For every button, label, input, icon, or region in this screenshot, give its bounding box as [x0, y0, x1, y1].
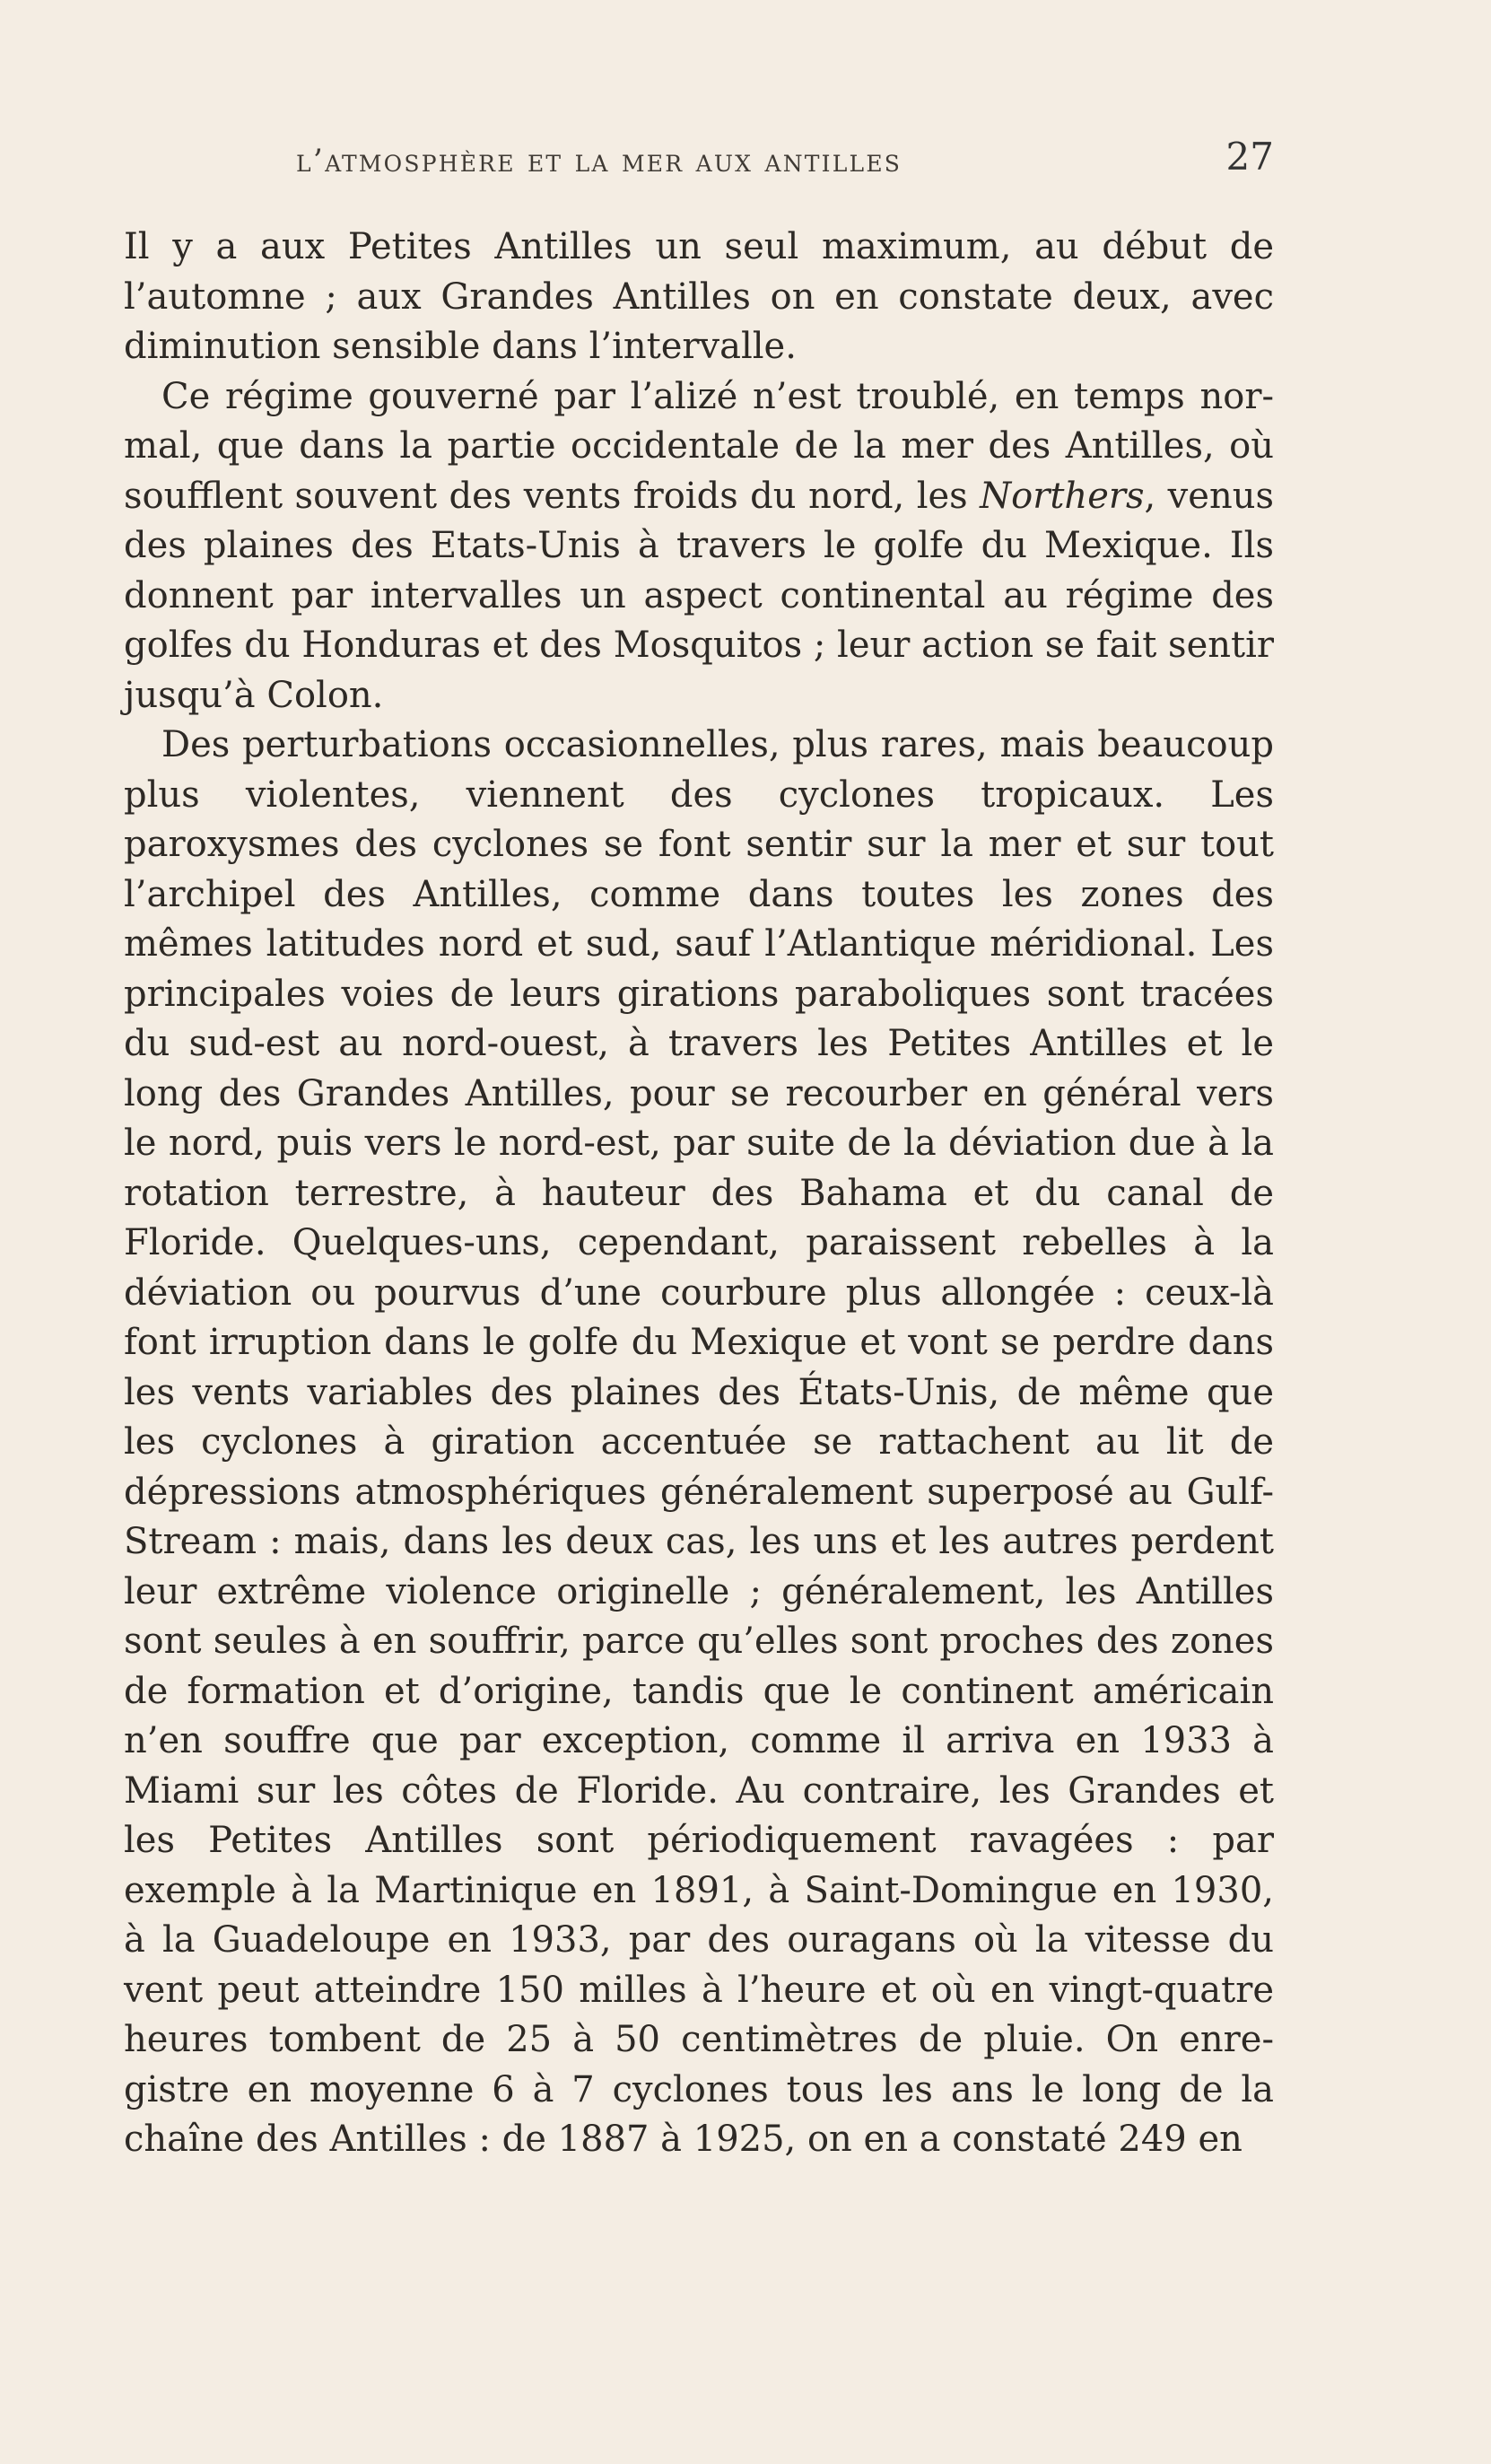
paragraph-2-before: Ce régime gouverné par l’alizé n’est troublé, en temps normal, que dans la partie occidentale de la mer des Antilles, où soufflent souvent des vents froids du nord, les [124, 375, 1274, 517]
paragraph-2-after: , venus des plaines des Etats-Unis à travers le golfe du Mexique. Ils donnent par intervalles un aspect continental au régime des golfes du Honduras et des Mosquitos ; leur action se fait sentir jusqu’à Colon. [124, 475, 1274, 716]
northers-term: Northers [980, 475, 1145, 517]
running-head [124, 135, 1274, 188]
paragraph-3: Des perturbations occasionnelles, plus rares, mais beaucoup plus violentes, viennent des cyclones tropicaux. Les paroxysmes des cyclones se font sentir sur la mer et sur tout l’archipel des Antilles, comme dans toutes les zones des mêmes latitudes nord et sud, sauf l’Atlantique méridional. Les principales voies de leurs girations paraboliques sont tracées du sud-est au nord-ouest, à travers les Petites Antilles et le long des Grandes Antilles, pour se recourber en général vers le nord, puis vers le nord-est, par suite de la déviation due à la rotation terrestre, à hauteur des Bahama et du canal de Floride. Quelques-uns, cependant, paraissent rebelles à la déviation ou pourvus d’une courbure plus allongée : ceux-là font irruption dans le golfe du Mexique et vont se perdre dans les vents variables des plaines des États-Unis, de même que les cyclones à giration accentuée se rattachent au lit de dépressions atmosphériques généralement superposé au Gulf-Stream : mais, dans les deux cas, les uns et les autres perdent leur extrême violence originelle ; généralement, les Antilles sont seules à en souffrir, parce qu’elles sont proches des zones de formation et d’origine, tandis que le continent américain n’en souffre que par exception, comme il arriva en 1933 à Miami sur les côtes de Floride. Au contraire, les Grandes et les Petites Antilles sont périodiquement ravagées : par exemple à la Martinique en 1891, à Saint-Domingue en 1930, à la Guadeloupe en 1933, par des ouragans où la vitesse du vent peut atteindre 150 milles à l’heure et où en vingt-quatre heures tombent de 25 à 50 centimètres de pluie. On enregistre en moyenne 6 à 7 cyclones tous les ans le long de la chaîne des Antilles : de 1887 à 1925, on en a constaté 249 en [124, 724, 1274, 2160]
paragraph-1: Il y a aux Petites Antilles un seul maximum, au début de l’automne ; aux Grandes Antilles on en constate deux, avec diminution sensible dans l’intervalle. [124, 226, 1274, 367]
page-number: 27 [1225, 135, 1274, 179]
body-text [124, 223, 1274, 2165]
paragraph-2 [124, 372, 1274, 721]
running-head-title: l’atmosphère et la mer aux antilles [296, 144, 902, 179]
